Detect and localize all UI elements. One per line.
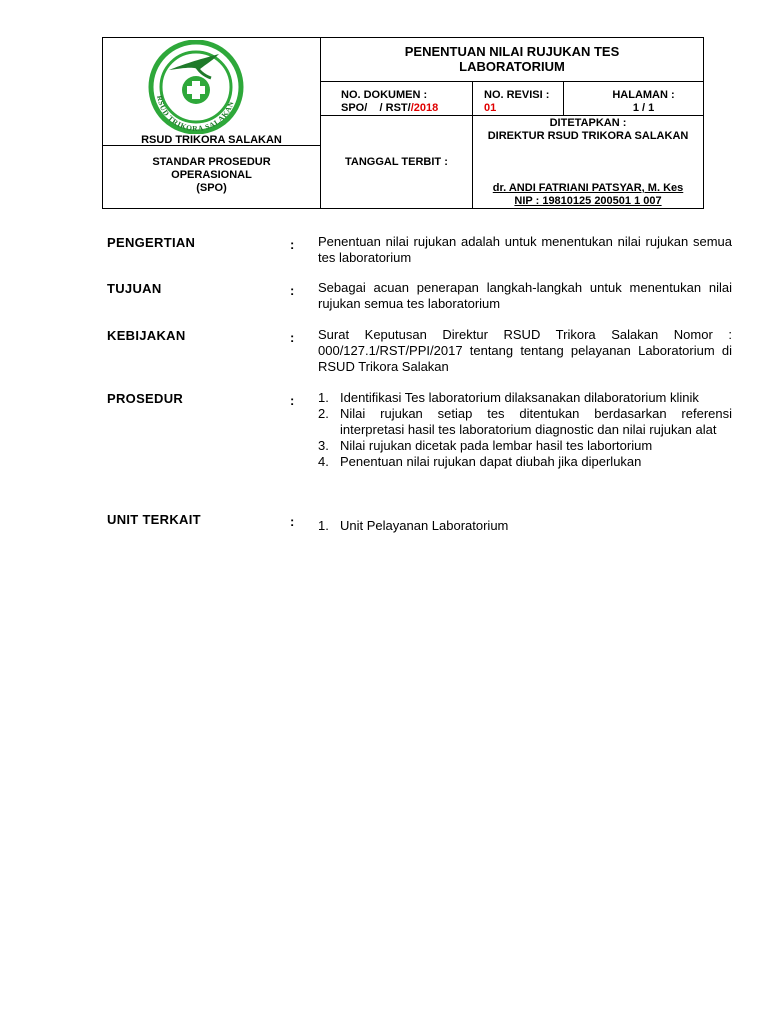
tanggal-terbit-cell bbox=[321, 116, 473, 209]
no-revisi-value: 01 bbox=[484, 102, 497, 114]
document-title-cell bbox=[321, 38, 704, 82]
ditetapkan-cell bbox=[473, 116, 704, 209]
spo-line1: STANDAR PROSEDUR bbox=[152, 156, 271, 168]
halaman-value: 1 / 1 bbox=[632, 102, 655, 114]
section-colon: : bbox=[290, 330, 295, 345]
spo-cell bbox=[103, 146, 321, 209]
no-revisi-label: NO. REVISI : bbox=[484, 89, 550, 101]
document-header-table bbox=[102, 37, 704, 209]
no-dokumen-cell bbox=[321, 82, 473, 116]
section-text: Penentuan nilai rujukan adalah untuk menentukan nilai rujukan semua tes laboratorium bbox=[318, 234, 732, 265]
document-title-line1: PENENTUAN NILAI RUJUKAN TES bbox=[404, 44, 620, 59]
list-text: Identifikasi Tes laboratorium dilaksanakan dilaboratorium klinik bbox=[340, 390, 699, 405]
section-colon: : bbox=[290, 393, 295, 408]
list-number: 2. bbox=[318, 406, 329, 421]
signer-nip: NIP : 19810125 200501 1 007 bbox=[514, 195, 662, 207]
halaman-label: HALAMAN : bbox=[612, 89, 675, 101]
section-label: KEBIJAKAN bbox=[107, 328, 186, 343]
no-dokumen-label: NO. DOKUMEN : bbox=[341, 89, 428, 101]
no-dokumen-value bbox=[341, 102, 472, 115]
list-text: Nilai rujukan setiap tes ditentukan berdasarkan referensi interpretasi hasil tes laboratorium diagnostic dan nilai rujukan alat bbox=[340, 406, 732, 437]
ditetapkan-label: DITETAPKAN : bbox=[549, 117, 627, 129]
section-colon: : bbox=[290, 514, 295, 529]
halaman-cell bbox=[564, 82, 704, 116]
list-text: Penentuan nilai rujukan dapat diubah jika diperlukan bbox=[340, 454, 642, 469]
no-dokumen-year: /2018 bbox=[410, 102, 439, 114]
list-number: 4. bbox=[318, 454, 329, 469]
section-label: PROSEDUR bbox=[107, 391, 184, 406]
spo-line2: OPERASIONAL bbox=[171, 169, 252, 181]
no-dokumen-value-main: SPO/ / RST/ bbox=[341, 102, 411, 114]
unit-terkait-list bbox=[318, 518, 732, 534]
list-item bbox=[318, 390, 732, 406]
no-revisi-cell bbox=[473, 82, 564, 116]
document-title-line2: LABORATORIUM bbox=[459, 59, 565, 74]
logo-cell bbox=[103, 38, 321, 146]
hospital-name: RSUD TRIKORA SALAKAN bbox=[141, 134, 282, 146]
list-item bbox=[318, 406, 732, 438]
hospital-logo-icon bbox=[139, 40, 253, 134]
signer-name: dr. ANDI FATRIANI PATSYAR, M. Kes bbox=[492, 182, 684, 194]
list-item bbox=[318, 518, 732, 534]
list-item bbox=[318, 454, 732, 470]
section-label: UNIT TERKAIT bbox=[107, 512, 201, 527]
spo-line3: (SPO) bbox=[196, 182, 227, 194]
section-label: PENGERTIAN bbox=[107, 235, 196, 250]
section-colon: : bbox=[290, 237, 295, 252]
list-number: 1. bbox=[318, 390, 329, 405]
hospital-logo bbox=[139, 40, 253, 134]
ditetapkan-by: DIREKTUR RSUD TRIKORA SALAKAN bbox=[487, 130, 689, 142]
list-number: 3. bbox=[318, 438, 329, 453]
list-item bbox=[318, 438, 732, 454]
list-number: 1. bbox=[318, 518, 329, 533]
list-text: Nilai rujukan dicetak pada lembar hasil tes labortorium bbox=[340, 438, 653, 453]
section-label: TUJUAN bbox=[107, 281, 162, 296]
logo-ring-text: RSUD TRIKORA SALAKAN bbox=[155, 94, 236, 134]
prosedur-list bbox=[318, 390, 732, 470]
section-colon: : bbox=[290, 283, 295, 298]
tanggal-terbit-label: TANGGAL TERBIT : bbox=[345, 156, 448, 168]
section-text: Sebagai acuan penerapan langkah-langkah untuk menentukan nilai rujukan semua tes laboratorium bbox=[318, 280, 732, 311]
list-text: Unit Pelayanan Laboratorium bbox=[340, 518, 509, 533]
section-text: Surat Keputusan Direktur RSUD Trikora Salakan Nomor : 000/127.1/RST/PPI/2017 tentang tentang pelayanan Laboratorium di RSUD Trikora Salakan bbox=[318, 327, 732, 374]
